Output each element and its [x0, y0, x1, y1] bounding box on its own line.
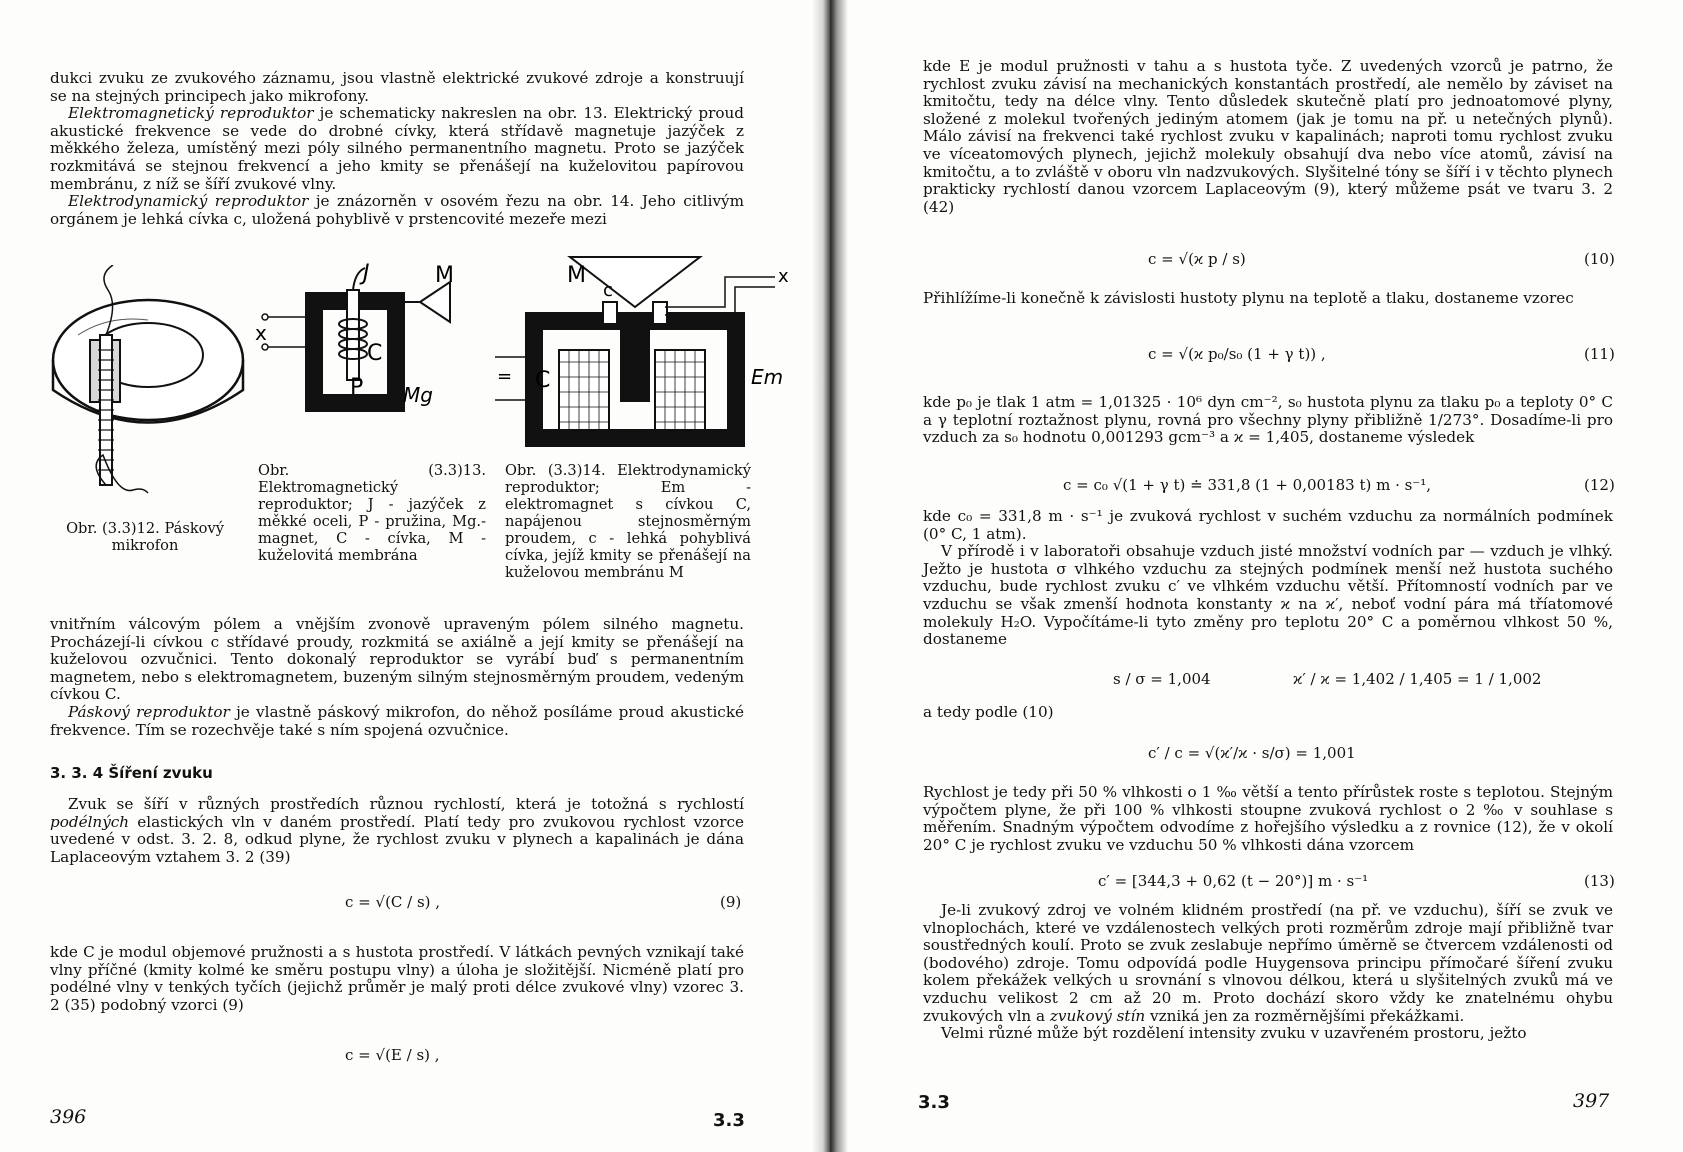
equation-9-number: (9)	[720, 893, 742, 911]
equation-12-number: (12)	[1584, 476, 1615, 494]
right-podle	[923, 704, 1223, 722]
equation-kappa-ratio: ϰ′ / ϰ = 1,402 / 1,405 = 1 / 1,002	[1293, 670, 1542, 688]
text-podle: a tedy podle (10)	[923, 703, 1054, 721]
wavefronts-text-end: vzniká jen za rozměrnějšími překážkami.	[1149, 1006, 1465, 1025]
right-para-6	[923, 784, 1613, 854]
paragraph-wavefronts	[923, 902, 1613, 1025]
cone-membrane	[570, 257, 700, 307]
lead-2	[665, 287, 775, 315]
label-c: c	[603, 280, 613, 301]
section-mark-left: 3.3	[713, 1110, 745, 1131]
right-para-2	[923, 290, 1613, 308]
paragraph-electrodynamic	[50, 193, 744, 228]
left-page	[0, 0, 812, 1152]
right-bottom-text	[923, 902, 1613, 1043]
page-number-right: 397	[1573, 1090, 1610, 1112]
left-middle-text	[50, 616, 744, 739]
label-x: x	[255, 321, 267, 345]
figure-ribbon-microphone	[48, 265, 258, 510]
left-top-text	[50, 70, 744, 228]
equation-11: c = √(ϰ p₀/s₀ (1 + γ t)) ,	[1148, 345, 1326, 363]
moving-coil-right	[653, 302, 667, 324]
label-C: C	[367, 341, 383, 366]
ribbon-text: je vlastně páskový mikrofon, do něhož posíláme proud akustické frekvence. Tím se rozechvěje také s ním spojená ozvučnice.	[50, 702, 745, 739]
equation-E: c = √(E / s) ,	[345, 1046, 440, 1064]
propagation-text-1: Zvuk se šíří v různých prostředích různou rychlostí, která je totožná s rychlostí	[68, 795, 744, 813]
label-J: J	[363, 262, 370, 286]
label-M: M	[435, 263, 454, 288]
equation-10-number: (10)	[1584, 250, 1615, 268]
propagation-text-2: elastických vln v daném prostředí. Platí tedy pro zvukovou rychlost vzorce uvedené v odst. 3. 2. 8, odkud plyne, že rychlost zvuku v plynech a kapalinách je dána Laplaceovým vztahem 3. 2 (39)	[50, 812, 745, 866]
equation-13: c′ = [344,3 + 0,62 (t − 20°)] m · s⁻¹	[1098, 872, 1369, 890]
left-section-text	[50, 796, 744, 866]
right-top-text	[923, 58, 1613, 216]
term-sound-shadow: zvukový stín	[1049, 1006, 1146, 1025]
lead-1	[665, 277, 775, 307]
fig14-caption: Obr. (3.3)14. Elektrodynamický reproduktor; Em - elektromagnet s cívkou C, napájenou stejnosměrným proudem, c - lehká pohyblivá cívka, jejíž kmity se přenášejí na kuželovou membránu M	[505, 462, 751, 581]
paragraph-temperature: Přihlížíme-li konečně k závislosti hustoty plynu na teplotě a tlaku, dostaneme vzorec	[923, 289, 1574, 307]
equation-speed-ratio: c′ / c = √(ϰ′/ϰ · s/σ) = 1,001	[1148, 744, 1356, 762]
fig12-caption: Obr. (3.3)12. Páskový mikrofon	[66, 520, 224, 554]
label-C: C	[535, 368, 551, 393]
paragraph-intro: dukci zvuku ze zvukového záznamu, jsou vlastně elektrické zvukové zdroje a konstruují se na stejných principech jako mikrofony.	[50, 69, 744, 105]
paragraph-intensity: Velmi různé může být rozdělení intensity zvuku v uzavřeném prostoru, ježto	[941, 1024, 1527, 1043]
paragraph-electromagnetic	[50, 105, 744, 193]
figure-electrodynamic-speaker	[495, 252, 795, 457]
fig13-caption: Obr. (3.3)13. Elektromagnetický reproduktor; J - jazýček z měkké oceli, P - pružina, Mg.- magnet, C - cívka, M - kuželovitá membrána	[258, 462, 486, 564]
section-heading: 3. 3. 4 Šíření zvuku	[50, 764, 213, 782]
label-Mg: Mg	[403, 383, 433, 407]
equation-12: c = c₀ √(1 + γ t) ≐ 331,8 (1 + 0,00183 t) m · s⁻¹,	[1063, 476, 1432, 494]
term-longitudinal: podélných	[50, 812, 130, 831]
label-x: x	[778, 266, 789, 287]
paragraph-humidity: V přírodě i v laboratoři obsahuje vzduch jisté množství vodních par — vzduch je vlhký. Ježto je hustota σ vlhkého vzduchu za stejných podmínek menší než hustota suchého vzduchu, bude rychlost zvuku c′ ve vlhkém vzduchu větší. Přítomností vodních par ve vzduchu se však zmenší hodnota konstanty ϰ na ϰ′, neboť vodní pára má tříatomové molekuly H₂O. Vypočítáme-li tyto změny pro teplotu 20° C a poměrnou vlhkost 50 %, dostaneme	[923, 542, 1613, 649]
paragraph-modulus: kde C je modul objemové pružnosti a s hustota prostředí. V látkách pevných vznikají také vlny příčné (kmity kolmé ke směru postupu vlny) a úloha je složitější. Nicméně platí pro podélné vlny v tenkých tyčích (jejichž průměr je malý proti délce zvukové vlny) vzorec 3. 2 (35) podobný vzorci (9)	[50, 943, 744, 1014]
paragraph-ribbon	[50, 704, 744, 739]
equation-13-number: (13)	[1584, 872, 1615, 890]
paragraph-humid-speed: Rychlost je tedy při 50 % vlhkosti o 1 ‰ větší a tento přírůstek roste s teplotou. Stejným výpočtem plyne, že při 100 % vlhkosti stoupne zvuková rychlost o 2 ‰ v souhlase s měřením. Snadným výpočtem odvodíme z hořejšího výsledku a z rovnice (12), že v okolí 20° C je rychlost zvuku ve vzduchu 50 % vlhkosti dána vzorcem	[923, 783, 1613, 854]
equation-density-ratio: s / σ = 1,004	[1113, 670, 1211, 688]
right-para-4	[923, 508, 1613, 649]
moving-coil-left	[603, 302, 617, 324]
term-ribbon: Páskový reproduktor	[68, 702, 230, 721]
wavefronts-text: Je-li zvukový zdroj ve volném klidném prostředí (na př. ve vzduchu), šíří se zvuk ve vlnoplochách, které ve vzdálenostech velkých proti rozměrům zdroje mají přibližně tvar soustředných koulí. Proto se zvuk zeslabuje nepřímo úměrně se čtvercem vzdálenosti od (bodového) zdroje. Tomu odpovídá podle Huygensova principu přímočaré šíření zvuku kolem překážek velkých u srovnání s vlnovou délkou, která u slyšitelných zvuků má ve vzduchu velikost 2 cm až 20 m. Proto dochází skoro vždy ke znatelnému ohybu zvukových vln a	[923, 901, 1613, 1025]
equation-10: c = √(ϰ p / s)	[1148, 250, 1246, 268]
section-mark-right: 3.3	[918, 1092, 950, 1113]
right-page	[848, 0, 1683, 1152]
right-para-3	[923, 394, 1613, 447]
paragraph-elastic-modulus: kde E je modul pružnosti v tahu a s hustota tyče. Z uvedených vzorců je patrno, že rychlost zvuku závisí na mechanických konstantách prostředí, ale nemělo by záviset na kmitočtu, tedy na délce vlny. Tento důsledek skutečně platí pro jednoatomové plyny, složené z molekul tvořených jediným atomem (jak je tomu na př. u netečných plynů). Málo závisí na frekvenci také rychlost zvuku v kapalinách; naproti tomu rychlost zvuku ve víceatomových plynech, jejichž molekuly obsahují dva nebo více atomů, závisí na kmitočtu, a to zvláště v oboru vln nadzvukových. Slyšitelné tóny se šíří i v těchto plynech prakticky rychlostí danou vzorcem Laplaceovým (9), který můžeme psát ve tvaru 3. 2 (42)	[923, 57, 1613, 216]
term-electrodynamic: Elektrodynamický reproduktor	[68, 192, 309, 211]
equation-9: c = √(C / s) ,	[345, 893, 441, 911]
center-pole	[620, 312, 650, 402]
terminal-1	[262, 314, 268, 320]
electrodynamic-text: je znázorněn v osovém řezu na obr. 14. Jeho citlivým orgánem je lehká cívka c, uložená pohyblivě v prstencovité mezeře mezi	[50, 192, 745, 228]
paragraph-propagation	[50, 796, 744, 866]
left-bottom-text	[50, 944, 744, 1014]
label-dc: =	[497, 366, 513, 387]
figure-electromagnetic-speaker	[255, 262, 480, 432]
label-M: M	[567, 263, 586, 288]
equation-11-number: (11)	[1584, 345, 1615, 363]
page-number-left: 396	[50, 1106, 87, 1128]
label-P: P	[350, 375, 364, 400]
paragraph-after-figures: vnitřním válcovým pólem a vnějším zvonově upraveným pólem silného magnetu. Procházejí-li cívkou c střídavé proudy, rozkmitá se axiálně a její kmity se přenášejí na kuželovou ozvučnici. Tento dokonalý reproduktor se vyrábí buď s permanentním magnetem, nebo s elektromagnetem, buzeným silným stejnosměrným proudem, vedeným cívkou C.	[50, 615, 744, 704]
term-electromagnetic: Elektromagnetický reproduktor	[68, 104, 314, 123]
cone-m	[420, 282, 450, 322]
reed-j	[347, 290, 359, 380]
electromagnetic-text: je schematicky nakreslen na obr. 13. Elektrický proud akustické frekvence se vede do drobné cívky, která střídavě magnetuje jazýček z měkkého železa, umístěný mezi póly silného permanentního magnetu. Proto se jazýček rozkmitává se stejnou frekvencí a jeho kmity se přenášejí na kuželovitou papírovou membránu, z níž se šíří zvukové vlny.	[50, 104, 744, 193]
paragraph-dry-air: kde c₀ = 331,8 m · s⁻¹ je zvuková rychlost v suchém vzduchu za normálních podmínek (0° C, 1 atm).	[923, 507, 1613, 543]
paragraph-pressure: kde p₀ je tlak 1 atm = 1,01325 · 10⁶ dyn cm⁻², s₀ hustota plynu za tlaku p₀ a teploty 0° C a γ teplotní roztažnost plynu, rovná pro všechny plyny přibližně 1/273°. Dosadíme-li pro vzduch za s₀ hodnotu 0,001293 gcm⁻³ a ϰ = 1,405, dostaneme výsledek	[923, 393, 1613, 447]
label-Em: Em	[751, 365, 784, 389]
book-gutter	[812, 0, 848, 1152]
